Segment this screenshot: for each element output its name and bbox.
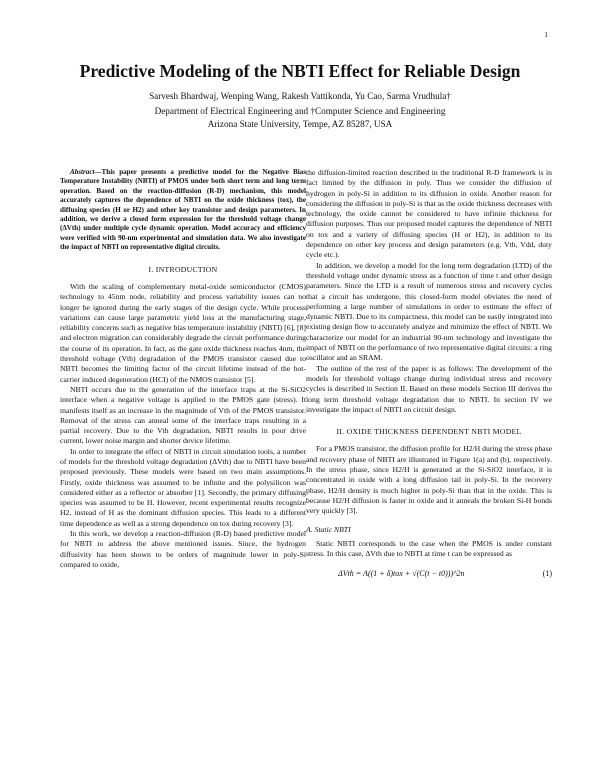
section-heading-introduction: I. INTRODUCTION [148,264,218,274]
intro-paragraph-1: With the scaling of complementary metal-oxide semiconductor (CMOS) technology to 45nm node, reliability and process variability issues can no longer be ignored during the early stages of the design cycle. While process variations can cause large parametric yield loss at the manufacturing stage, reliability concerns such as negative bias temperature instability (NBTI) [6], [8] and electron migration can considerably degrade the circuit performance during the course of its operation. In fact, as the gate oxide thickness reaches 4nm, the threshold voltage (Vth) degradation of the PMOS transistor caused due to NBTI becomes the limiting factor of the circuit lifetime instead of the hot-carrier induced degeneration (HCI) of the NMOS transistor [5]. [60,281,306,384]
section2-paragraph-1: For a PMOS transistor, the diffusion profile for H2/H during the stress phase and recovery phase of NBTI are illustrated in Figure 1(a) and (b), respectively. In the stress phase, since H2/H is generated at the Si-SiO2 interface, it is concentrated in oxide with a long diffusion tail in poly-Si. In the recovery phase, H2/H density is much higher in poly-Si than that in the oxide. This is because H2/H diffusion is faster in oxide and it anneals the broken Si-H bonds very quickly [3]. [306,444,552,516]
abstract-body: —This paper presents a predictive model for the Negative Bias Temperature Instability (NBTI) of PMOS under both short term and long term operation. Based on the reaction-diffusion (R-D) mechanism, this model accurately captures the dependence of NBTI on the oxide thickness (tox), the diffusing species (H or H2) and other key transistor and design parameters. In addition, we derive a closed form expression for the threshold voltage change (ΔVth) under multiple cycle dynamic operation. Model accuracy and efficiency were verified with 90-nm experimental and simulation data. We also investigate the impact of NBTI on representative digital circuits. [60,168,306,252]
page-number: 1 [544,30,548,39]
right-paragraph-3: The outline of the rest of the paper is as follows: The development of the models for threshold voltage change during individual stress and recovery cycles is described in Section II. Based on these models Section III derives the long term threshold voltage degradation due to NBTI. In section IV we investigate the impact of NBTI on circuit design. [306,363,552,414]
paper-title: Predictive Modeling of the NBTI Effect for Reliable Design [79,61,521,81]
university: Arizona State University, Tempe, AZ 85287, USA [207,119,393,129]
equation-1 [306,565,552,585]
right-column [306,168,552,585]
intro-paragraph-3: In order to integrate the effect of NBTI in circuit simulation tools, a number of models for the threshold voltage degradation (ΔVth) due to NBTI have been proposed previously. These models were based on two main assumptions. Firstly, oxide thickness was assumed to be infinite and the polysilicon was considered either as a reflector or absorber [1]. Secondly, the primary diffusing species was assumed to be H. However, recent experimental results recognize H2, instead of H as the dominant diffusion species. This leads to a different time dependence as well as a strong dependence on tox during recovery [3]. [60,446,306,528]
right-paragraph-2: In addition, we develop a model for the long term degradation (LTD) of the threshold voltage under dynamic stress as a function of time t and other design parameters. Since the LTD is a result of numerous stress and recovery cycles that a circuit has undergone, this closed-form model obviates the need of performing a large number of simulations in order to estimate the effect of dynamic NBTI. Due to its compactness, this model can be easily integrated into existing design flow to accurately analyze and minimize the effect of NBTI. We characterize our model for an industrial 90-nm technology and investigate the impact of NBTI on the performance of two representative digital circuits: a ring oscillator and an SRAM. [306,260,552,363]
left-column [60,168,306,570]
intro-paragraph-4: In this work, we develop a reaction-diffusion (R-D) based predictive model for NBTI to address the above mentioned issues. Since, the hydrogen diffusivity has been shown to be orders of magnitude lower in poly-Si compared to oxide, [60,529,306,569]
abstract-lead: Abstract [70,168,95,176]
author-list: Sarvesh Bhardwaj, Wenping Wang, Rakesh Vattikonda, Yu Cao, Sarma Vrudhula† [149,91,451,101]
subsection-heading-static-nbti: A. Static NBTI [306,524,351,534]
equation-expression: ΔVth = A((1 + δ)tox + √(C(t − t0)))^2n [338,569,465,579]
abstract [60,168,306,253]
static-nbti-paragraph: Static NBTI corresponds to the case when the PMOS is under constant stress. In this case, ΔVth due to NBTI at time t can be expressed as [306,538,552,559]
section-heading-oxide-model: II. OXIDE THICKNESS DEPENDENT NBTI MODEL [336,427,522,437]
right-paragraph-1: the diffusion-limited reaction described in the traditional R-D framework is in fact limited by the diffusion in poly. Thus we consider the diffusion of hydrogen in poly-Si in addition to its diffusion in oxide. Another reason for considering the diffusion in poly-Si is that as the oxide thickness decreases with technology, the oxide cannot be considered to have infinite thickness for diffusion purposes. Thus our proposed model captures the dependence of NBTI on tox and a variety of diffusing species (H or H2), in addition to its dependence on other key process and design parameters (e.g. Vth, Vdd, duty cycle etc.). [306,168,552,260]
equation-number: (1) [542,569,552,579]
affiliation: Department of Electrical Engineering and †Computer Science and Engineering [154,106,446,116]
intro-paragraph-2: NBTI occurs due to the generation of the interface traps at the Si-SiO2 interface when a negative voltage is applied to the PMOS gate (stress). It manifests itself as an increase in the magnitude of Vth of the PMOS transistor. Removal of the stress can anneal some of the interface traps resulting in a partial recovery. Due to the Vth degradation, NBTI results in poor drive current, lower noise margin and shorter device lifetime. [60,384,306,446]
